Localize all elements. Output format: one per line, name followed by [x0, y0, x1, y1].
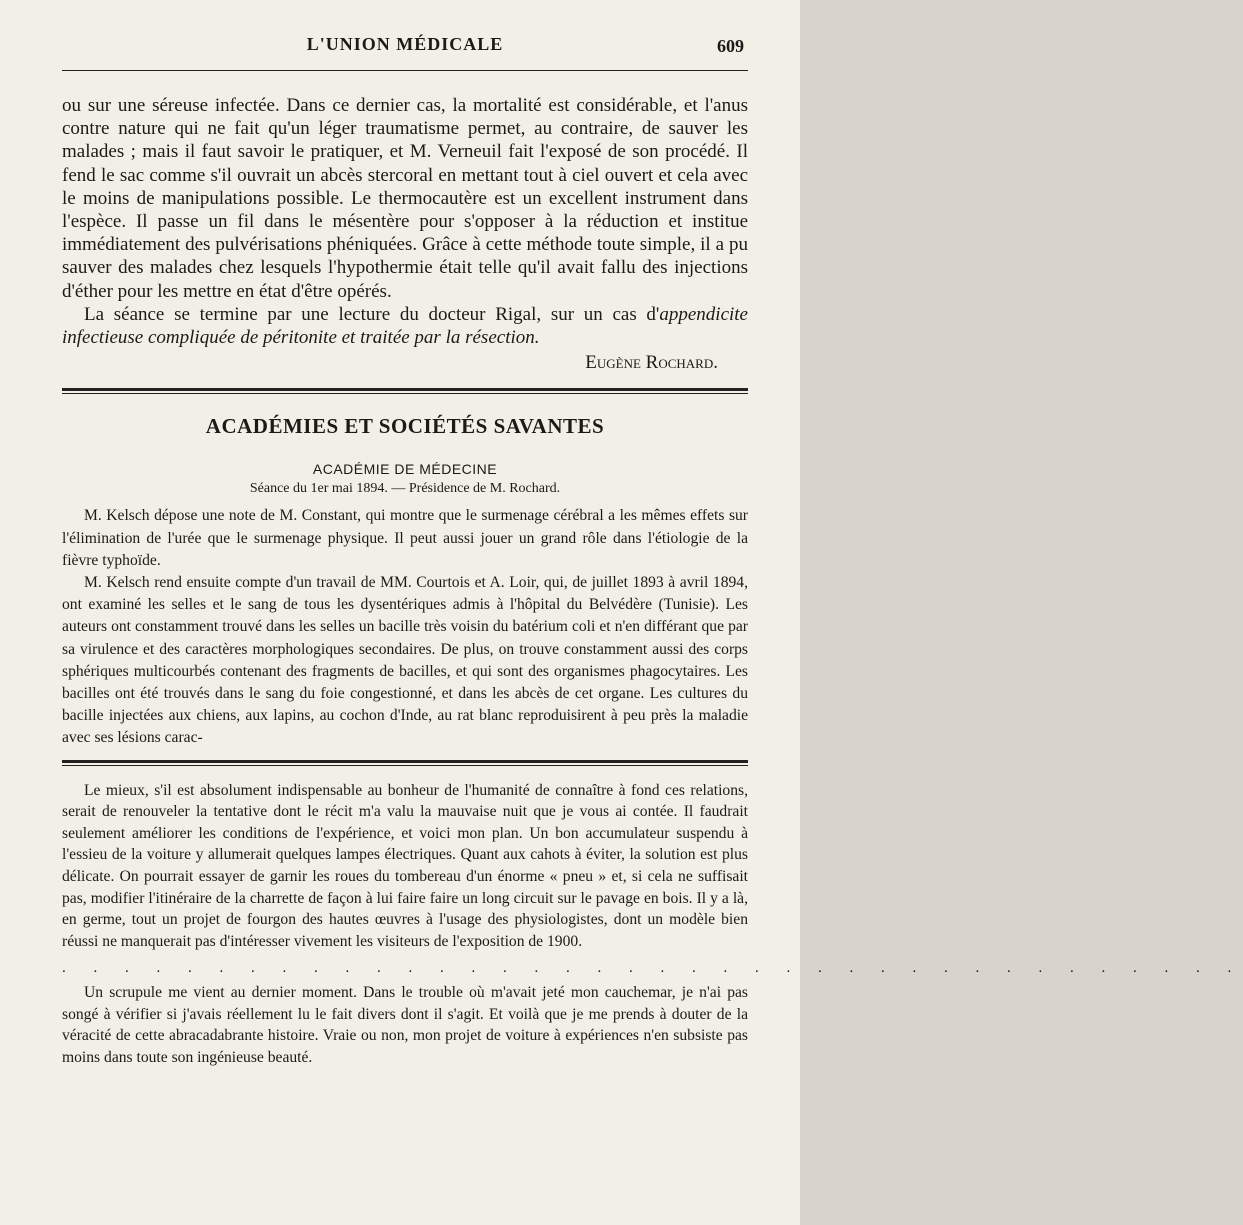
seance-line: Séance du 1er mai 1894. — Présidence de M. Rochard. — [249, 481, 561, 497]
academie-report — [62, 505, 748, 749]
paragraph: M. Kelsch dépose une note de M. Constant, qui montre que le surmenage cérébral a les mêmes effets sur l'élimination de l'urée que le surmenage physique. Il peut aussi jouer un grand rôle dans l'étiologie de la fièvre typhoïde. — [62, 507, 748, 569]
header-rule — [62, 70, 748, 71]
section-divider — [62, 388, 748, 394]
dotted-separator: . . . . . . . . . . . . . . . . . . . . . . . . . . . . . . . . . . . . . . — [62, 960, 1243, 977]
paragraph: ou sur une séreuse infectée. Dans ce dernier cas, la mortalité est considérable, et l'anus contre nature qui ne fait qu'un léger traumatisme permet, au contraire, de sauver les malades ; mais il faut savoir le pratiquer, et M. Verneuil fait l'exposé de son procédé. Il fend le sac comme s'il ouvrait un abcès stercoral en mettant tout à ciel ouvert et cela avec le moins de manipulations possible. Le thermocautère est un excellent instrument dans l'espèce. Il passe un fil dans le mésentère pour s'opposer à la réduction et institue immédiatement des pulvérisations phéniquées. Grâce à cette méthode toute simple, il a pu sauver des malades chez lesquels l'hypothermie était telle qu'il avait fallu des injections d'éther pour les mettre en état d'être opérés. — [62, 95, 748, 302]
page-number: 609 — [717, 36, 744, 56]
paragraph — [62, 303, 748, 349]
page-header — [62, 0, 748, 62]
running-title: L'UNION MÉDICALE — [306, 34, 504, 54]
paragraph-italic: appendicite infectieuse compliquée de péritonite et traitée par la résection. — [62, 303, 748, 349]
verneuil-report — [62, 62, 748, 374]
feuilleton-divider — [62, 760, 748, 766]
paragraph: Le mieux, s'il est absolument indispensable au bonheur de l'humanité de connaître à fond ces relations, serait de renouveler la tentative dont le récit m'a valu la mauvaise nuit que je vous ai contée. Il faudrait seulement améliorer les conditions de l'expérience, et voici mon plan. Un bon accumulateur suspendu à l'essieu de la voiture y allumerait quelques lampes électriques. Quant aux cahots à éviter, la solution est plus délicate. On pourrait essayer de garnir les roues du tombereau d'un énorme « pneu » et, si cela ne suffisait pas, modifier l'itinéraire de la charrette de façon à lui faire faire un long circuit sur le pavage en bois. Il y a là, en germe, tout un projet de fourgon des hautes œuvres à l'usage des physiologistes, dont un modèle bien réussi ne manquerait pas d'intéresser vivement les visiteurs de l'exposition de 1900. — [62, 781, 748, 950]
paragraph: M. Kelsch rend ensuite compte d'un travail de MM. Courtois et A. Loir, qui, de juillet 1893 à avril 1894, ont examiné les selles et le sang de tous les dysentériques admis à l'hôpital du Belvédère (Tunisie). Les auteurs ont constamment trouvé dans les selles un bacille très voisin du batérium coli et n'en différant que par sa virulence et des caractères morphologiques secondaires. De plus, on trouve constamment aussi des corps sphériques multicourbés contenant des fragments de bacilles, et qui sont des organismes phagocytaires. Les bacilles ont été trouvés dans le sang du foie congestionné, et dans les abcès de cet organe. Les cultures du bacille injectées aux chiens, aux lapins, au cochon d'Inde, au rat blanc reproduisirent à peu près la maladie avec ses lésions carac- — [62, 574, 748, 747]
section-heading: ACADÉMIES ET SOCIÉTÉS SAVANTES — [205, 414, 605, 439]
paragraph-text: La séance se termine par une lecture du docteur Rigal, sur un cas d' — [84, 303, 660, 325]
paragraph: Un scrupule me vient au dernier moment. Dans le trouble où m'avait jeté mon cauchemar, je n'ai pas songé à vérifier si j'avais réellement lu le fait divers dont il s'agit. Et voilà que je me prends à douter de la véracité de cette abracadabrante histoire. Vraie ou non, mon projet de voiture à expériences n'en subsiste pas moins dans toute son ingénieuse beauté. — [62, 984, 748, 1066]
subheading: ACADÉMIE DE MÉDECINE — [312, 461, 498, 478]
feuilleton — [62, 780, 1243, 1069]
author-signature: Eugène Rochard. — [585, 352, 718, 374]
